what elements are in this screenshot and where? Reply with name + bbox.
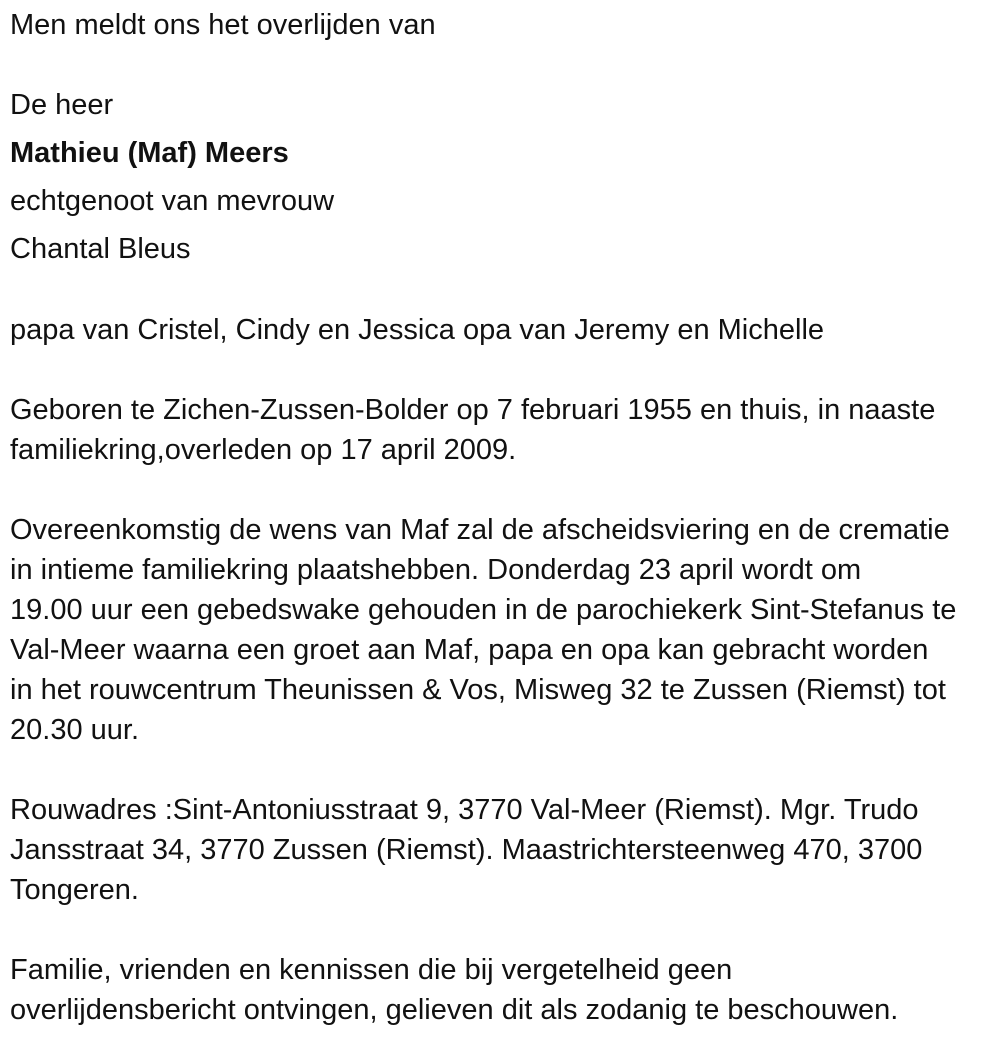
ceremony-line: in intieme familiekring plaatshebben. Donderdag 23 april wordt om	[10, 554, 862, 586]
deceased-title: De heer	[10, 89, 114, 121]
family-paragraph	[10, 310, 1000, 350]
deceased-relation: echtgenoot van mevrouw	[10, 185, 335, 217]
ceremony-line: 20.30 uur.	[10, 714, 139, 746]
spouse-name: Chantal Bleus	[10, 233, 191, 265]
ceremony-line: 19.00 uur een gebedswake gehouden in de parochiekerk Sint-Stefanus te	[10, 594, 957, 626]
ceremony-line: in het rouwcentrum Theunissen & Vos, Misweg 32 te Zussen (Riemst) tot	[10, 674, 946, 706]
intro-text: Men meldt ons het overlijden van	[10, 9, 436, 41]
addresses-paragraph	[10, 790, 1000, 910]
closing-line: overlijdensbericht ontvingen, gelieven dit als zodanig te beschouwen.	[10, 994, 899, 1026]
deceased-block	[10, 85, 1000, 269]
birth-death-line: Geboren te Zichen-Zussen-Bolder op 7 februari 1955 en thuis, in naaste	[10, 394, 936, 426]
ceremony-line: Overeenkomstig de wens van Maf zal de afscheidsviering en de crematie	[10, 514, 950, 546]
family-text: papa van Cristel, Cindy en Jessica opa van Jeremy en Michelle	[10, 314, 825, 346]
address-line: Jansstraat 34, 3770 Zussen (Riemst). Maastrichtersteenweg 470, 3700	[10, 834, 923, 866]
address-line: Rouwadres :Sint-Antoniusstraat 9, 3770 Val-Meer (Riemst). Mgr. Trudo	[10, 794, 919, 826]
closing-paragraph	[10, 950, 1000, 1030]
birth-death-paragraph	[10, 390, 1000, 470]
intro-paragraph	[10, 5, 1000, 45]
address-line: Tongeren.	[10, 874, 139, 906]
closing-line: Familie, vrienden en kennissen die bij vergetelheid geen	[10, 954, 733, 986]
ceremony-paragraph	[10, 510, 1000, 750]
ceremony-line: Val-Meer waarna een groet aan Maf, papa en opa kan gebracht worden	[10, 634, 929, 666]
birth-death-line: familiekring,overleden op 17 april 2009.	[10, 434, 517, 466]
deceased-name: Mathieu (Maf) Meers	[10, 137, 289, 169]
